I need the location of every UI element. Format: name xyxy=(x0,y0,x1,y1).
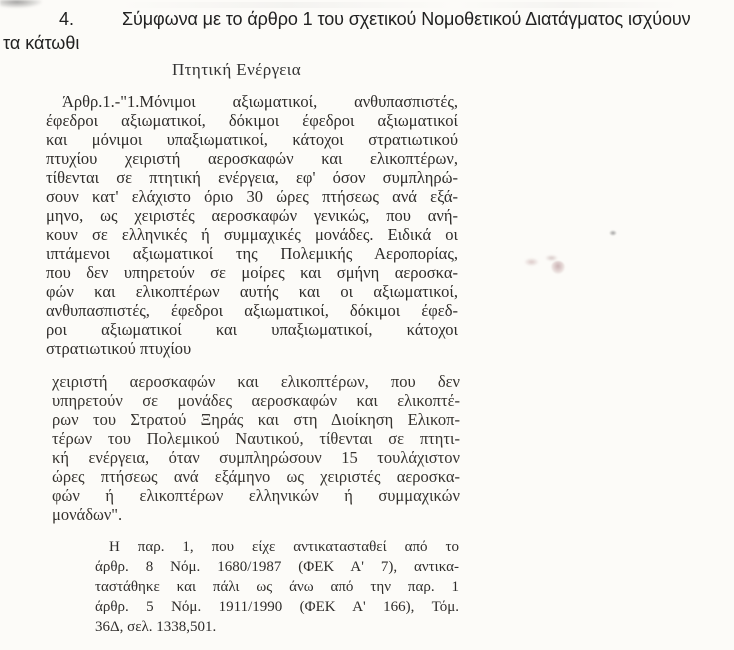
text-line: σουν κατ' ελάχιστο όριο 30 ώρες πτήσεως ανά εξά- xyxy=(46,187,458,206)
section-title: Πτητική Ενέργεια xyxy=(172,60,302,79)
citation-note xyxy=(95,537,459,637)
text-line: ροι αξιωματικοί και υπαξιωματικοί, κάτοχοι xyxy=(46,320,458,339)
article-paragraph xyxy=(46,92,458,358)
text-line: υπηρετούν σε μονάδες αεροσκαφών και ελικοπτέ- xyxy=(52,391,460,410)
scan-smudge-mark xyxy=(524,258,539,266)
text-line: που δεν υπηρετούν σε μοίρες και σμήνη αεροσκα- xyxy=(46,263,458,282)
text-line: έφεδροι αξιωματικοί, δόκιμοι έφεδροι αξιωματικοί xyxy=(46,111,458,130)
text-line: κουν σε ελληνικές ή συμμαχικές μονάδες. Ειδικά οι xyxy=(46,225,458,244)
text-line: Άρθρ.1.-"1.Μόνιμοι αξιωματικοί, ανθυπασπιστές, xyxy=(62,92,458,111)
text-line: ρων του Στρατού Ξηράς και στη Διοίκηση Ελικοπ- xyxy=(52,410,460,429)
text-line: ανθυπασπιστές, έφεδροι αξιωματικοί, δόκιμοι έφεδ- xyxy=(46,301,458,320)
text-line: ταστάθηκε και πάλι ως άνω από την παρ. 1 xyxy=(95,579,459,595)
intro-item-number: 4. xyxy=(59,9,75,29)
scan-smudge-corner xyxy=(0,0,42,8)
scan-smudge-mark xyxy=(551,261,565,274)
text-line: μονάδων". xyxy=(52,505,123,524)
text-line: φών και ελικοπτέρων αυτής και οι αξιωματικοί, xyxy=(46,282,458,301)
text-line: 36Δ, σελ. 1338,501. xyxy=(95,619,217,635)
text-line: άρθρ. 8 Νόμ. 1680/1987 (ΦΕΚ Α' 7), αντικα- xyxy=(95,559,459,575)
text-line: τέρων του Πολεμικού Ναυτικού, τίθενται σε πτητι- xyxy=(52,429,460,448)
text-line: φών ή ελικοπτέρων ελληνικών ή συμμαχικών xyxy=(52,486,460,505)
text-line: Η παρ. 1, που είχε αντικατασταθεί από το xyxy=(109,539,459,555)
scan-smudge-mark xyxy=(545,255,558,261)
text-line: άρθρ. 5 Νόμ. 1911/1990 (ΦΕΚ Α' 166), Τόμ. xyxy=(95,599,459,615)
text-line: και μόνιμοι υπαξιωματικοί, κάτοχοι στρατιωτικού xyxy=(46,130,458,149)
text-line: ιπτάμενοι αξιωματικοί της Πολεμικής Αεροπορίας, xyxy=(46,244,458,263)
intro-text-continued: τα κάτωθι xyxy=(3,33,80,53)
text-line: πτυχίου χειριστή αεροσκαφών και ελικοπτέρων, xyxy=(46,149,458,168)
text-line: στρατιωτικού πτυχίου xyxy=(46,339,192,358)
scan-ink-dot xyxy=(609,230,617,236)
continuation-paragraph xyxy=(52,372,460,524)
text-line: χειριστή αεροσκαφών και ελικοπτέρων, που δεν xyxy=(52,372,460,391)
text-line: ώρες πτήσεως ανά εξάμηνο ως χειριστές αεροσκα- xyxy=(52,467,460,486)
text-line: μηνο, ως χειριστές αεροσκαφών γενικώς, που ανή- xyxy=(46,206,458,225)
text-line: κή ενέργεια, όταν συμπληρώσουν 15 τουλάχιστον xyxy=(52,448,460,467)
intro-text-line: Σύμφωνα με το άρθρο 1 του σχετικού Νομοθετικού Διατάγματος ισχύουν xyxy=(122,9,691,29)
scan-noise-band xyxy=(120,2,680,8)
text-line: τίθενται σε πτητική ενέργεια, εφ' όσον συμπληρώ- xyxy=(46,168,458,187)
